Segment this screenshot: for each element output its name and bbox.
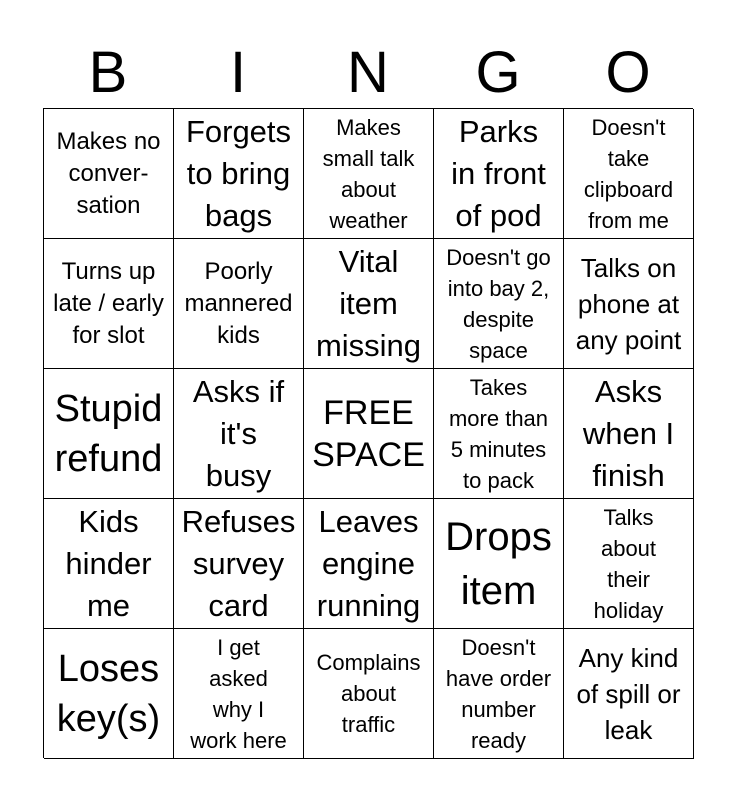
- cell-text: Doesn't take clipboard from me: [583, 114, 674, 233]
- cell-text: Asks if it's busy: [192, 373, 285, 493]
- cell-text: Vital item missing: [315, 243, 422, 363]
- cell-text: Refuses survey card: [181, 503, 296, 623]
- bingo-cell: [174, 239, 304, 369]
- bingo-header: [43, 38, 693, 108]
- bingo-cell: [304, 109, 434, 239]
- cell-text: Talks about their holiday: [593, 504, 664, 623]
- free-space-cell: [304, 369, 434, 499]
- cell-text: Forgets to bring bags: [185, 113, 292, 233]
- cell-text: Turns up late / early for slot: [53, 257, 164, 349]
- bingo-cell: [44, 239, 174, 369]
- bingo-cell: [434, 239, 564, 369]
- header-letter-g: G: [475, 40, 521, 105]
- bingo-cell: [434, 109, 564, 239]
- cell-text: Stupid refund: [54, 387, 163, 480]
- bingo-cell: [564, 109, 694, 239]
- bingo-cell: [44, 369, 174, 499]
- bingo-cell: [564, 629, 694, 759]
- cell-text: Drops item: [445, 514, 552, 613]
- bingo-cell: [434, 499, 564, 629]
- bingo-cell: [174, 499, 304, 629]
- bingo-cell: [174, 369, 304, 499]
- cell-text: Kids hinder me: [65, 503, 152, 623]
- cell-text: Complains about traffic: [316, 650, 421, 737]
- cell-text: Makes no conver- sation: [56, 127, 161, 219]
- cell-text: Poorly mannered kids: [184, 257, 293, 349]
- cell-text: Doesn't have order number ready: [445, 634, 552, 753]
- cell-text: Talks on phone at any point: [575, 252, 682, 355]
- bingo-cell: [304, 239, 434, 369]
- cell-text: Leaves engine running: [316, 503, 421, 623]
- cell-text: Makes small talk about weather: [322, 114, 415, 233]
- cell-text: Takes more than 5 minutes to pack: [448, 374, 549, 493]
- header-letter-n: N: [347, 40, 389, 105]
- free-space-text: FREE SPACE: [312, 393, 425, 474]
- cell-text: Asks when I finish: [582, 373, 675, 493]
- bingo-cell: [434, 629, 564, 759]
- header-letter-o: O: [605, 40, 651, 105]
- bingo-cell: [44, 109, 174, 239]
- bingo-cell: [304, 499, 434, 629]
- bingo-cell: [44, 629, 174, 759]
- cell-text: Loses key(s): [56, 647, 161, 740]
- cell-text: I get asked why I work here: [190, 634, 287, 753]
- bingo-cell: [564, 239, 694, 369]
- cell-text: Parks in front of pod: [451, 113, 546, 233]
- cell-text: Any kind of spill or leak: [576, 642, 681, 745]
- bingo-cell: [174, 629, 304, 759]
- bingo-cell: [44, 499, 174, 629]
- bingo-cell: [434, 369, 564, 499]
- bingo-cell: [304, 629, 434, 759]
- header-letter-i: I: [229, 40, 247, 105]
- header-letter-b: B: [88, 40, 128, 105]
- bingo-cell: [564, 499, 694, 629]
- bingo-cell: [564, 369, 694, 499]
- cell-text: Doesn't go into bay 2, despite space: [446, 244, 551, 363]
- bingo-board: [43, 108, 693, 758]
- bingo-cell: [174, 109, 304, 239]
